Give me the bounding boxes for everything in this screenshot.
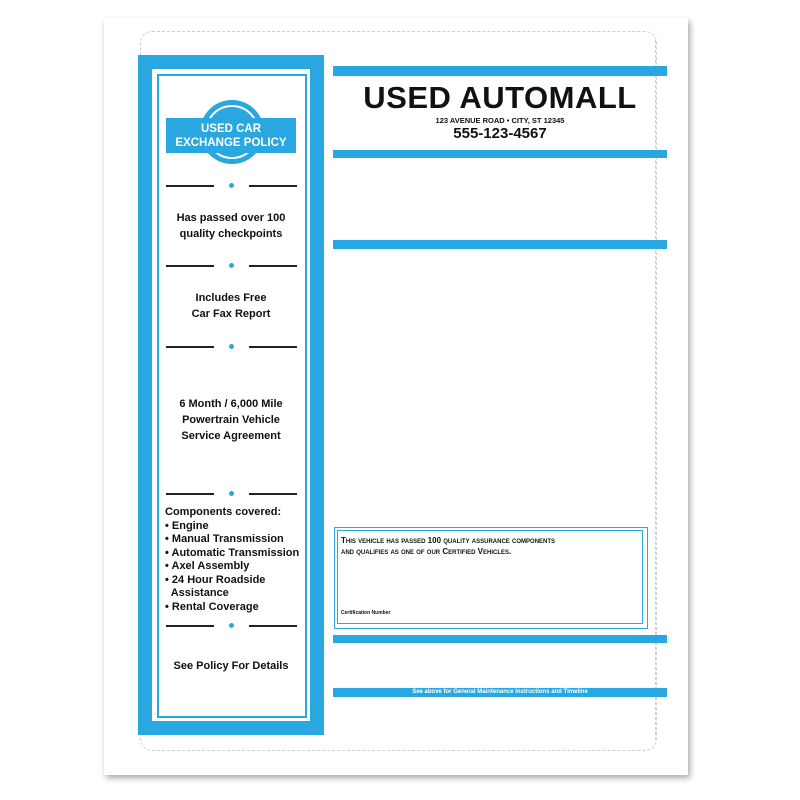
list-item: • Manual Transmission: [165, 533, 284, 545]
accent-bar: [333, 240, 667, 249]
dealer-phone: 555-123-4567: [453, 125, 547, 142]
list-item: Assistance: [165, 587, 229, 599]
accent-bar: [333, 66, 667, 76]
list-item: • 24 Hour Roadside: [165, 573, 266, 586]
text: Service Agreement: [181, 430, 281, 442]
text: Powertrain Vehicle: [182, 414, 280, 426]
policy-footer: See Policy For Details: [173, 660, 289, 672]
divider: [166, 344, 297, 349]
policy-item-carfax: [160, 290, 302, 322]
list-item: • Axel Assembly: [165, 560, 250, 572]
policy-item-powertrain: [160, 396, 302, 444]
text: Has passed over 100: [176, 212, 286, 224]
list-item: • Automatic Transmission: [165, 546, 300, 559]
maintenance-bar: See above for General Maintenance Instructions and Timeline: [333, 688, 667, 697]
certification-number-label: Certification Number: [341, 610, 391, 616]
policy-item-checkpoints: [160, 210, 302, 242]
divider: [166, 623, 297, 628]
accent-bar: [333, 635, 667, 643]
divider: [166, 491, 297, 496]
text: Includes Free: [195, 292, 267, 304]
components-heading: Components covered:: [165, 506, 282, 518]
accent-bar: [333, 150, 667, 158]
divider: [166, 183, 297, 188]
certification-statement: [341, 535, 641, 557]
dealer-address: 123 AVENUE ROAD • CITY, ST 12345: [435, 116, 565, 125]
badge-line1: USED CAR: [200, 122, 262, 135]
badge-line2: EXCHANGE POLICY: [175, 136, 287, 149]
dealer-name: USED AUTOMALL: [363, 80, 637, 115]
policy-badge: [166, 118, 296, 153]
text: 6 Month / 6,000 Mile: [179, 398, 283, 410]
divider: [166, 263, 297, 268]
text: quality checkpoints: [179, 228, 283, 240]
list-item: • Rental Coverage: [165, 600, 259, 613]
components-list: [165, 506, 305, 614]
text: This vehicle has passed 100 quality assurance components: [341, 536, 556, 545]
text: Car Fax Report: [191, 308, 271, 320]
text: and qualifies as one of our Certified Vehicles.: [341, 547, 512, 556]
list-item: • Engine: [165, 519, 209, 532]
